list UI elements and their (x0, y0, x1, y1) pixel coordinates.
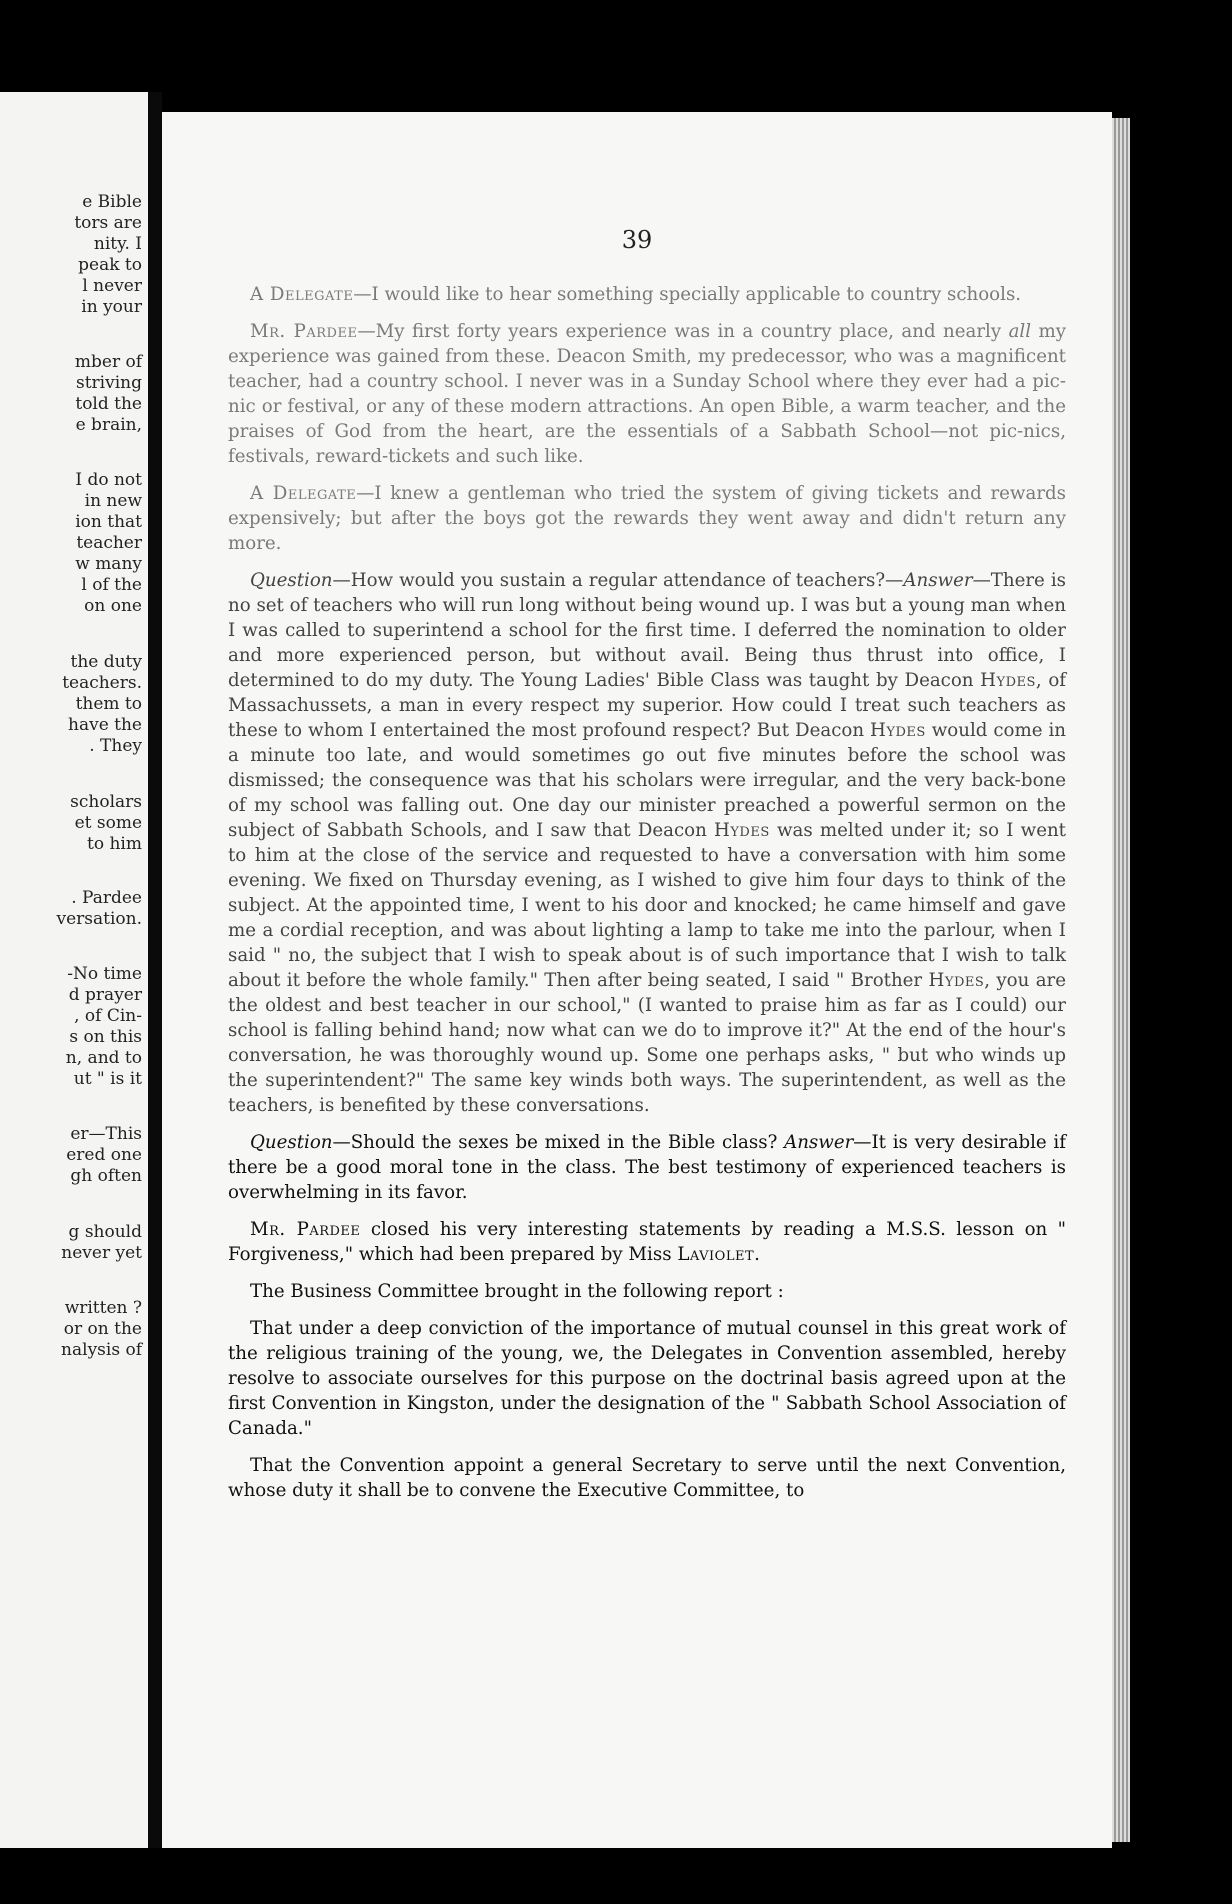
facing-page-line: er—This (70, 1124, 142, 1144)
paragraph-text: , of Massachussets, a man in every respect my superior. How could I treat such teachers as these to whom I entertained the most profound respect? But Deacon (228, 670, 1067, 741)
facing-page-line: versation. (56, 909, 142, 929)
facing-page-line: e Bible (82, 192, 142, 212)
paragraph-text: That under a deep conviction of the importance of mutual counsel in this great work of the religious training of the young, we, the Delegates in Convention assembled, hereby resolve to associate ourselves for this purpose on the doctrinal basis agreed upon at the first Convention in Kingston, under the designation of the " Sabbath School Association of Canada." (228, 1318, 1066, 1439)
question-label: Question (250, 570, 333, 591)
speaker-name: A Delegate (250, 483, 357, 504)
paragraph-text: . (754, 1244, 760, 1265)
person-name: Laviolet (677, 1244, 755, 1265)
person-name: Hydes (928, 970, 985, 991)
paragraph-text: That the Convention appoint a general Secretary to serve until the next Convention, whose duty it shall be to convene the Executive Committee, to (228, 1455, 1066, 1501)
paragraph-text: —I knew a gentleman who tried the system of giving tickets and rewards expensively; but after the boys got the rewards they went away and didn't return any more. (228, 483, 1066, 554)
facing-page-line: to him (87, 834, 142, 854)
paragraph-pardee-closing (228, 1217, 1066, 1267)
facing-page-line: . Pardee (71, 888, 142, 908)
paragraph-text: —It is very desirable if there be a good moral tone in the class. The best testimony of experienced teachers is overwhelming in its favor. (228, 1132, 1066, 1203)
facing-page-line: tors are (74, 213, 142, 233)
paragraph-text: my experience was gained from these. Deacon Smith, my predecessor, who was a magnificent teacher, had a country school. I never was in a Sunday School where they ever had a pic-nic or festival, or any of these modern attractions. An open Bible, a warm teacher, and the praises of God from the heart, are the essentials of a Sabbath School—not pic-nics, festivals, reward-tickets and such like. (228, 321, 1066, 467)
paragraph-pardee-experience (228, 319, 1066, 469)
facing-page-line: the duty (70, 652, 142, 672)
document-page (162, 112, 1112, 1848)
paragraph-delegate-country-schools (228, 282, 1066, 307)
facing-page-line: ut " is it (73, 1069, 142, 1089)
facing-page-line: told the (75, 394, 142, 414)
paragraph-text: , you are the oldest and best teacher in our school," (I wanted to praise him as far as I could) our school is falling behind hand; now what can we do to improve it?" At the end of the hour's conversation, he was thoroughly wound up. Some one perhaps asks, " but who winds up the superintendent?" The same key winds both ways. The superintendent, as well as the teachers, is benefited by these conversations. (228, 970, 1066, 1116)
facing-page-line: nalysis of (61, 1340, 142, 1360)
facing-page-line: . They (89, 736, 142, 756)
paragraph-question-sexes (228, 1130, 1066, 1205)
facing-page-line: in your (81, 297, 142, 317)
speaker-name: Mr. Pardee (250, 321, 358, 342)
speaker-name: Mr. Pardee (250, 1219, 361, 1240)
facing-page-line: ion that (75, 512, 142, 532)
facing-page-line: -No time (67, 964, 142, 984)
paragraph-resolution (228, 1316, 1066, 1441)
paragraph-committee-report (228, 1279, 1066, 1304)
facing-page-line: have the (68, 715, 142, 735)
page-edges (1112, 118, 1130, 1842)
facing-page-line: nity. I (93, 234, 142, 254)
facing-page-line: s on this (69, 1027, 142, 1047)
person-name: Hydes (980, 670, 1036, 691)
paragraph-text: would come in a minute too late, and would sometimes go out five minutes before the school was dismissed; the consequence was that his scholars were irregular, and the very back-bone of my school was falling out. One day our minister preached a powerful sermon on the subject of Sabbath Schools, and I saw that Deacon (228, 720, 1066, 841)
facing-page-line: mber of (74, 352, 142, 372)
facing-page-line: w many (75, 554, 142, 574)
emphasis: all (1008, 321, 1032, 342)
facing-page-line: n, and to (65, 1048, 142, 1068)
facing-page-line: et some (74, 813, 142, 833)
facing-page-line: in new (84, 491, 142, 511)
paragraph-text: The Business Committee brought in the following report : (250, 1281, 784, 1302)
question-label: Question (250, 1132, 333, 1153)
person-name: Hydes (713, 820, 770, 841)
facing-page-line: scholars (70, 792, 142, 812)
facing-page-line: teachers. (62, 673, 142, 693)
facing-page-line: , of Cin- (74, 1006, 142, 1026)
answer-label: Answer (903, 570, 973, 591)
facing-page-line: striving (76, 373, 142, 393)
page-number: 39 (621, 226, 653, 254)
facing-page-line: or on the (63, 1319, 142, 1339)
facing-page-line: e brain, (75, 415, 142, 435)
facing-page-line: never yet (61, 1243, 142, 1263)
facing-page (0, 92, 148, 1848)
question-text: —How would you sustain a regular attendance of teachers?— (332, 570, 904, 591)
facing-page-line: l of the (81, 575, 142, 595)
answer-label: Answer (784, 1132, 854, 1153)
paragraph-secretary (228, 1453, 1066, 1503)
person-name: Hydes (870, 720, 926, 741)
facing-page-line: gh often (70, 1166, 142, 1186)
book-gutter (148, 92, 162, 1848)
paragraph-text: —My first forty years experience was in a country place, and nearly (357, 321, 1009, 342)
question-text: —Should the sexes be mixed in the Bible class? (332, 1132, 778, 1153)
facing-page-line: ered one (66, 1145, 142, 1165)
facing-page-line: I do not (75, 470, 142, 490)
paragraph-question-attendance (228, 568, 1066, 1118)
page-text (228, 282, 1066, 1515)
facing-page-line: g should (68, 1222, 142, 1242)
facing-page-line: peak to (78, 255, 142, 275)
facing-page-line: them to (75, 694, 142, 714)
paragraph-text: —I would like to hear something specially applicable to country schools. (353, 284, 1022, 305)
paragraph-text: —There is no set of teachers who will run long without being wound up. I was but a young man when I was called to superintend a school for the first time. I deferred the nomination to older and more experienced person, but without avail. Being thus thrust into office, I determined to do my duty. The Young Ladies' Bible Class was taught by Deacon (228, 570, 1066, 691)
facing-page-line: written ? (64, 1298, 142, 1318)
facing-page-line: on one (84, 596, 142, 616)
paragraph-text: closed his very interesting statements by reading a M.S.S. lesson on " Forgiveness," which had been prepared by Miss (228, 1219, 1067, 1265)
facing-page-line: d prayer (68, 985, 142, 1005)
facing-page-line: l never (82, 276, 142, 296)
speaker-name: A Delegate (250, 284, 354, 305)
paragraph-text: was melted under it; so I went to him at the close of the service and requested to have a conversation with him some evening. We fixed on Thursday evening, as I wished to give him four days to think of the subject. At the appointed time, I went to his door and knocked; he came himself and gave me a cordial reception, and was about lighting a lamp to take me into the parlour, when I said " no, the subject that I wish to speak about is of such importance that I wish to talk about it before the whole family." Then after being seated, I said " Brother (228, 820, 1066, 991)
paragraph-delegate-tickets (228, 481, 1066, 556)
facing-page-line: teacher (76, 533, 142, 553)
